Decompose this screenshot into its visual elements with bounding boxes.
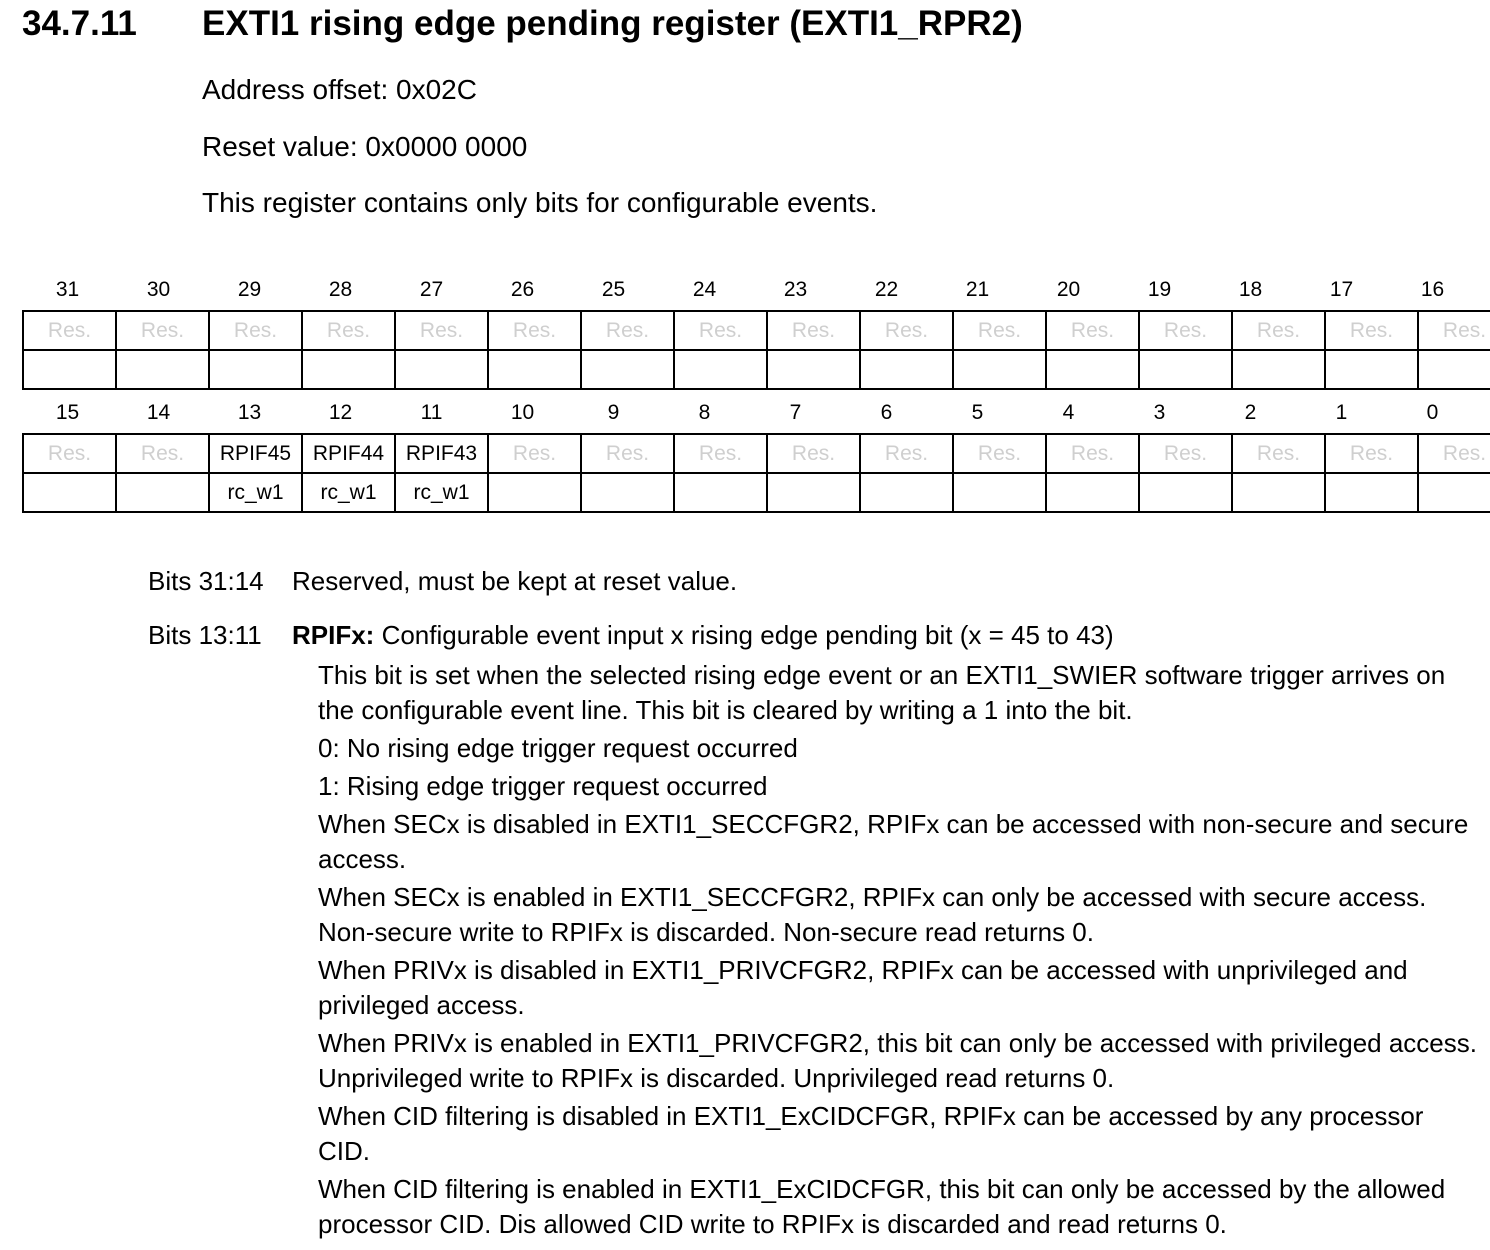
access-cell (767, 473, 860, 512)
field-cell: Res. (767, 434, 860, 473)
field-cell-rpif45: RPIF45 (209, 434, 302, 473)
access-cell (581, 350, 674, 389)
lower-bit-numbers (22, 401, 1478, 425)
bit-number: 18 (1238, 278, 1263, 301)
bits-reserved-text: Reserved, must be kept at reset value. (292, 566, 738, 596)
access-cell (1139, 350, 1232, 389)
bit-number: 3 (1153, 401, 1166, 424)
field-cell: Res. (1046, 311, 1139, 350)
bit-number: 23 (783, 278, 808, 301)
bit-number: 14 (146, 401, 171, 424)
bits-rpif-title (292, 620, 1114, 651)
field-cell: Res. (1418, 311, 1490, 350)
bit-number: 15 (55, 401, 80, 424)
bit-number: 5 (971, 401, 984, 424)
reset-value: Reset value: 0x0000 0000 (202, 131, 528, 162)
access-cell (1046, 473, 1139, 512)
section-number: 34.7.11 (22, 4, 137, 43)
bit-number: 25 (601, 278, 626, 301)
access-cell (488, 473, 581, 512)
bit-number: 0 (1426, 401, 1439, 424)
rpif-description (318, 658, 1478, 1245)
field-cell: Res. (209, 311, 302, 350)
access-cell (674, 473, 767, 512)
access-cell (581, 473, 674, 512)
bit-number: 28 (328, 278, 353, 301)
section-heading (22, 4, 1023, 44)
description-paragraph: 0: No rising edge trigger request occurred (318, 733, 798, 763)
field-cell: Res. (23, 434, 116, 473)
field-cell: Res. (674, 311, 767, 350)
bits-range-rpif: Bits 13:11 (148, 620, 262, 650)
register-lower-table (22, 433, 1490, 513)
description-paragraph: When PRIVx is disabled in EXTI1_PRIVCFGR2, RPIFx can be accessed with unprivileged and privileged access. (318, 955, 1408, 1020)
description-paragraph: When PRIVx is enabled in EXTI1_PRIVCFGR2, this bit can only be accessed with privileged access. Unprivileged write to RPIFx is discarded. Unprivileged read returns 0. (318, 1028, 1477, 1093)
bit-number: 11 (420, 401, 443, 424)
access-cell (674, 350, 767, 389)
field-cell: Res. (1232, 434, 1325, 473)
bit-number: 9 (607, 401, 620, 424)
description-paragraph: When SECx is enabled in EXTI1_SECCFGR2, RPIFx can only be accessed with secure access. Non-secure write to RPIFx is discarded. Non-secure read returns 0. (318, 882, 1427, 947)
bit-number: 1 (1335, 401, 1348, 424)
bit-number: 6 (880, 401, 893, 424)
bit-number: 27 (419, 278, 444, 301)
access-row (23, 350, 1490, 389)
field-cell: Res. (860, 434, 953, 473)
bits-range-reserved: Bits 31:14 (148, 566, 264, 596)
field-summary: Configurable event input x rising edge pending bit (x = 45 to 43) (374, 620, 1114, 650)
field-row (23, 434, 1490, 473)
access-cell (953, 473, 1046, 512)
description-paragraph: 1: Rising edge trigger request occurred (318, 771, 768, 801)
bit-number: 26 (510, 278, 535, 301)
field-cell: Res. (1046, 434, 1139, 473)
register-upper-table (22, 310, 1490, 390)
access-row (23, 473, 1490, 512)
access-cell (1418, 473, 1490, 512)
bit-number: 31 (55, 278, 80, 301)
bit-number: 12 (328, 401, 353, 424)
bit-number: 20 (1056, 278, 1081, 301)
access-cell (116, 350, 209, 389)
access-cell (116, 473, 209, 512)
field-cell: Res. (1325, 434, 1418, 473)
access-cell (1325, 473, 1418, 512)
access-cell (488, 350, 581, 389)
bit-number: 2 (1244, 401, 1257, 424)
field-cell: Res. (860, 311, 953, 350)
field-cell: Res. (302, 311, 395, 350)
upper-bit-numbers (22, 278, 1478, 302)
access-cell: rc_w1 (209, 473, 302, 512)
access-cell (1418, 350, 1490, 389)
bit-number: 24 (692, 278, 717, 301)
access-cell (860, 473, 953, 512)
field-name: RPIFx: (292, 620, 375, 650)
bit-number: 17 (1329, 278, 1354, 301)
field-cell: Res. (116, 434, 209, 473)
bit-number: 4 (1062, 401, 1075, 424)
bit-number: 16 (1420, 278, 1445, 301)
bit-number: 8 (698, 401, 711, 424)
field-cell: Res. (116, 311, 209, 350)
bit-number: 19 (1147, 278, 1172, 301)
access-cell (23, 473, 116, 512)
bit-number: 7 (789, 401, 802, 424)
description-paragraph: This bit is set when the selected rising edge event or an EXTI1_SWIER software trigger arrives on the configurable event line. This bit is cleared by writing a 1 into the bit. (318, 660, 1446, 725)
access-cell (1232, 350, 1325, 389)
access-cell (767, 350, 860, 389)
field-cell: Res. (1139, 311, 1232, 350)
address-offset: Address offset: 0x02C (202, 74, 477, 105)
field-cell: Res. (1418, 434, 1490, 473)
field-cell-rpif44: RPIF44 (302, 434, 395, 473)
field-cell: Res. (674, 434, 767, 473)
field-cell: Res. (1139, 434, 1232, 473)
access-cell (1046, 350, 1139, 389)
description-paragraph: When CID filtering is disabled in EXTI1_ExCIDCFGR, RPIFx can be accessed by any processor CID. (318, 1101, 1424, 1166)
field-cell: Res. (23, 311, 116, 350)
access-cell (395, 350, 488, 389)
field-cell: Res. (488, 434, 581, 473)
field-cell: Res. (1232, 311, 1325, 350)
register-note: This register contains only bits for configurable events. (202, 187, 878, 218)
bit-number: 22 (874, 278, 899, 301)
access-cell (209, 350, 302, 389)
bit-number: 10 (510, 401, 535, 424)
field-cell: Res. (953, 434, 1046, 473)
access-cell: rc_w1 (302, 473, 395, 512)
access-cell (23, 350, 116, 389)
access-cell (1139, 473, 1232, 512)
access-cell (1325, 350, 1418, 389)
field-cell: Res. (395, 311, 488, 350)
bit-number: 29 (237, 278, 262, 301)
field-cell: Res. (581, 434, 674, 473)
access-cell (302, 350, 395, 389)
bit-number: 21 (965, 278, 990, 301)
field-cell: Res. (1325, 311, 1418, 350)
section-title: EXTI1 rising edge pending register (EXTI1_RPR2) (202, 4, 1023, 43)
description-paragraph: When SECx is disabled in EXTI1_SECCFGR2, RPIFx can be accessed with non-secure and secure access. (318, 809, 1469, 874)
access-cell (1232, 473, 1325, 512)
access-cell: rc_w1 (395, 473, 488, 512)
access-cell (953, 350, 1046, 389)
description-paragraph: When CID filtering is enabled in EXTI1_ExCIDCFGR, this bit can only be accessed by the allowed processor CID. Dis allowed CID write to RPIFx is discarded and read returns 0. (318, 1174, 1446, 1239)
field-cell: Res. (488, 311, 581, 350)
field-cell: Res. (953, 311, 1046, 350)
field-cell-rpif43: RPIF43 (395, 434, 488, 473)
access-cell (860, 350, 953, 389)
field-cell: Res. (767, 311, 860, 350)
field-cell: Res. (581, 311, 674, 350)
bit-number: 30 (146, 278, 171, 301)
field-row (23, 311, 1490, 350)
bit-number: 13 (237, 401, 262, 424)
